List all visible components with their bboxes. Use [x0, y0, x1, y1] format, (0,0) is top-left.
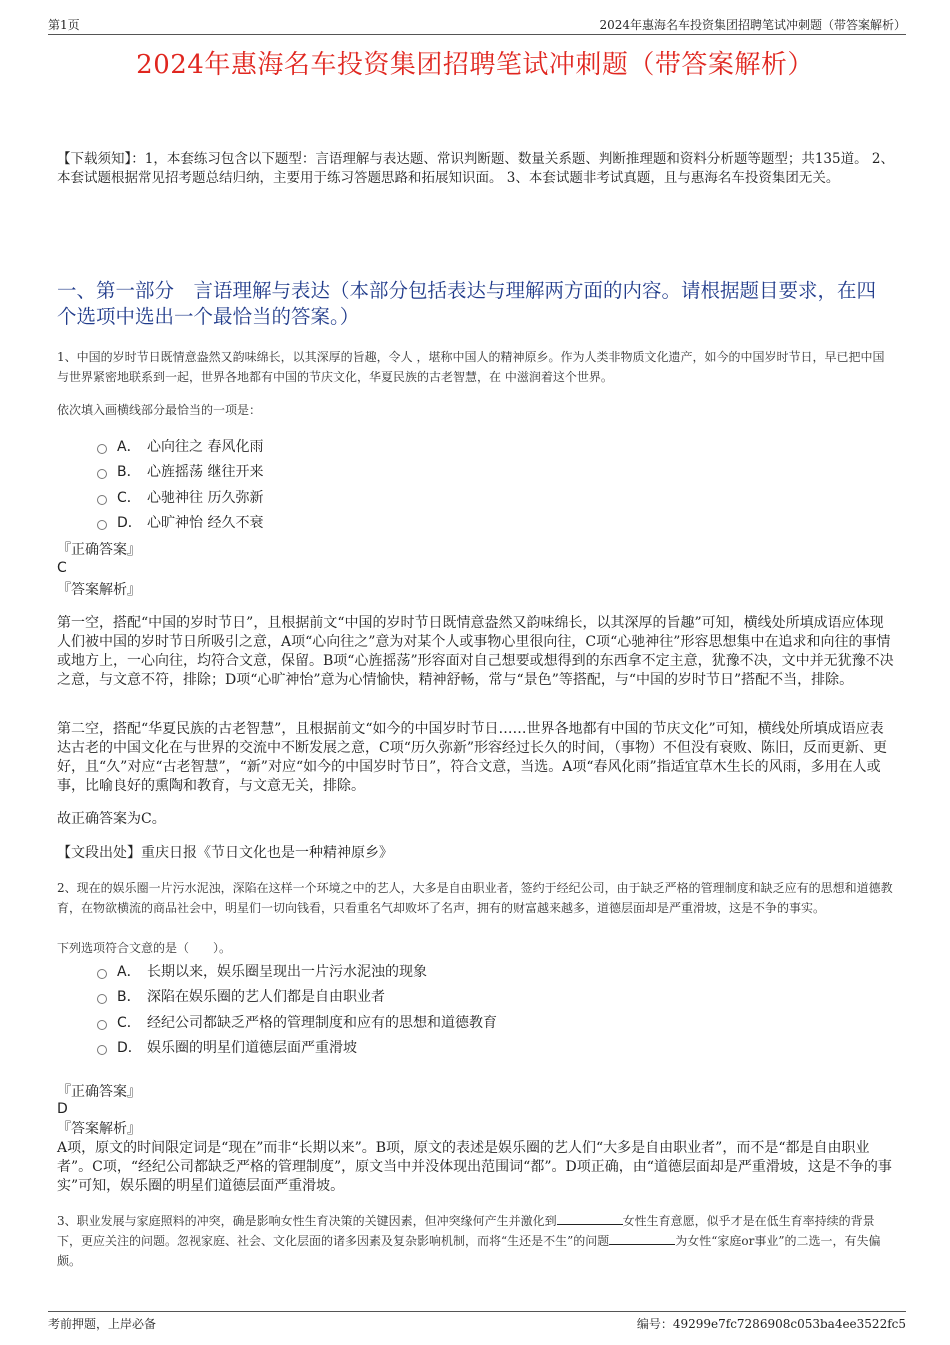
option-b[interactable]: B． 心旌摇荡 继往开来 — [97, 459, 263, 485]
option-text: 心驰神往 历久弥新 — [147, 489, 264, 506]
radio-icon[interactable] — [97, 495, 107, 505]
page-title: 2024年惠海名车投资集团招聘笔试冲刺题（带答案解析） — [136, 50, 814, 80]
radio-icon[interactable] — [97, 469, 107, 479]
option-b[interactable]: B． 深陷在娱乐圈的艺人们都是自由职业者 — [97, 984, 497, 1010]
radio-icon[interactable] — [97, 994, 107, 1004]
question-1-stem: 1、中国的岁时节日既情意盎然又韵味绵长，以其深厚的旨趣，令人 ，堪称中国人的精神原乡。作为人类非物质文化遗产，如今的中国岁时节日，早已把中国与世界紧密地联系到一起，世界各地都有中国的节庆文化，华夏民族的古老智慧，在 中滋润着这个世界。 — [57, 350, 885, 384]
question-2-options — [97, 958, 497, 1060]
option-d[interactable]: D． 心旷神怡 经久不衰 — [97, 510, 263, 536]
option-a[interactable]: A． 长期以来，娱乐圈呈现出一片污水泥浊的现象 — [97, 958, 497, 984]
answer-label: 『正确答案』 — [57, 542, 141, 558]
radio-icon[interactable] — [97, 1020, 107, 1030]
passage-source: 【文段出处】重庆日报《节日文化也是一种精神原乡》 — [57, 845, 393, 861]
analysis-label: 『答案解析』 — [57, 582, 141, 598]
option-text: 娱乐圈的明星们道德层面严重滑坡 — [147, 1040, 357, 1057]
question-2-stem: 2、现在的娱乐圈一片污水泥浊，深陷在这样一个环境之中的艺人，大多是自由职业者，签约于经纪公司，由于缺乏严格的管理制度和缺乏应有的思想和道德教育，在物欲横流的商品社会中，明星们一切向钱看，只看重名气却败坏了名声，拥有的财富越来越多，道德层面却是严重滑坡，这是不争的事实。 — [57, 881, 893, 915]
answer-value: C — [57, 560, 67, 576]
option-text: 经纪公司都缺乏严格的管理制度和应有的思想和道德教育 — [147, 1014, 497, 1031]
radio-icon[interactable] — [97, 520, 107, 530]
answer-label: 『正确答案』 — [57, 1084, 141, 1100]
option-d[interactable]: D． 娱乐圈的明星们道德层面严重滑坡 — [97, 1035, 497, 1061]
fill-blank — [609, 1232, 675, 1245]
fill-blank — [557, 1212, 623, 1225]
question-1-options — [97, 433, 263, 535]
analysis-paragraph-2: 第二空，搭配“华夏民族的古老智慧”，且根据前文“如今的中国岁时节日……世界各地都有中国的节庆文化”可知，横线处所填成语应表达古老的中国文化在与世界的交流中不断发展之意，C项“历久弥新”形容经过长久的时间，（事物）不但没有衰败、陈旧，反而更新、更好，且“久”对应“古老智慧”，“新”对应“如今的中国岁时节日”，符合文意，当选。A项“春风化雨”指适宜草木生长的风雨，多用在人或事，比喻良好的熏陶和教育，与文意无关，排除。 — [57, 721, 888, 794]
question-1-prompt: 依次填入画横线部分最恰当的一项是： — [57, 403, 262, 417]
option-a[interactable]: A． 心向往之 春风化雨 — [97, 433, 263, 459]
page-footer — [48, 1311, 906, 1334]
option-text: 深陷在娱乐圈的艺人们都是自由职业者 — [147, 989, 385, 1006]
analysis-conclusion: 故正确答案为C。 — [57, 811, 166, 827]
page-number: 第1页 — [48, 18, 80, 32]
option-text: 长期以来，娱乐圈呈现出一片污水泥浊的现象 — [147, 963, 427, 980]
option-text: 心向往之 春风化雨 — [147, 438, 264, 455]
radio-icon[interactable] — [97, 1045, 107, 1055]
analysis-paragraph-1: 第一空，搭配“中国的岁时节日”，且根据前文“中国的岁时节日既情意盎然又韵味绵长，以其深厚的旨趣”可知，横线处所填成语应体现人们被中国的岁时节日所吸引之意，A项“心向往之”意为对某个人或事物心里很向往，C项“心驰神往”形容思想集中在追求和向往的事情或地方上，一心向往，均符合文意，保留。B项“心旌摇荡”形容面对自己想要或想得到的东西拿不定主意，犹豫不决，文中并无犹豫不决之意，与文意不符，排除；D项“心旷神怡”意为心情愉快，精神舒畅，常与“景色”等搭配，与“中国的岁时节日”搭配不当，排除。 — [57, 615, 894, 688]
option-c[interactable]: C． 心驰神往 历久弥新 — [97, 484, 263, 510]
question-3-stem: 3、职业发展与家庭照料的冲突，确是影响女性生育决策的关键因素，但冲突缘何产生并激化到 女性生育意愿，似乎才是在低生育率持续的背景下，更应关注的问题。忽视家庭、社会、文化层面的诸多因素及复杂影响机制，而将“生还是不生”的问题 为女性“家庭or事业”的二选一，有失偏颇。 — [57, 1214, 881, 1268]
option-text: 心旷神怡 经久不衰 — [147, 515, 264, 532]
analysis-paragraph: A项，原文的时间限定词是“现在”而非“长期以来”。B项，原文的表述是娱乐圈的艺人们“大多是自由职业者”，而不是“都是自由职业者”。C项，“经纪公司都缺乏严格的管理制度”，原文当中并没体现出范围词“都”。D项正确，由“道德层面却是严重滑坡，这是不争的事实”可知，娱乐圈的明星们道德层面严重滑坡。 — [57, 1140, 892, 1194]
section-heading: 一、第一部分 言语理解与表达（本部分包括表达与理解两方面的内容。请根据题目要求，在四个选项中选出一个最恰当的答案。） — [57, 279, 877, 328]
option-c[interactable]: C． 经纪公司都缺乏严格的管理制度和应有的思想和道德教育 — [97, 1009, 497, 1035]
radio-icon[interactable] — [97, 444, 107, 454]
option-text: 心旌摇荡 继往开来 — [147, 464, 264, 481]
answer-value: D — [57, 1101, 68, 1117]
question-2-prompt: 下列选项符合文意的是（ ）。 — [57, 941, 232, 955]
analysis-label: 『答案解析』 — [57, 1121, 141, 1137]
download-notice: 【下载须知】：1，本套练习包含以下题型：言语理解与表达题、常识判断题、数量关系题、判断推理题和资料分析题等题型；共135道。 2、本套试题根据常见招考题总结归纳，主要用于练习答题思路和拓展知识面。 3、本套试题非考试真题，且与惠海名车投资集团无关。 — [57, 151, 894, 186]
header-doc-title: 2024年惠海名车投资集团招聘笔试冲刺题（带答案解析） — [599, 18, 906, 32]
radio-icon[interactable] — [97, 969, 107, 979]
footer-slogan: 考前押题，上岸必备 — [48, 1317, 157, 1331]
footer-serial: 编号：49299e7fc7286908c053ba4ee3522fc5 — [636, 1317, 906, 1331]
page-header — [48, 14, 906, 35]
